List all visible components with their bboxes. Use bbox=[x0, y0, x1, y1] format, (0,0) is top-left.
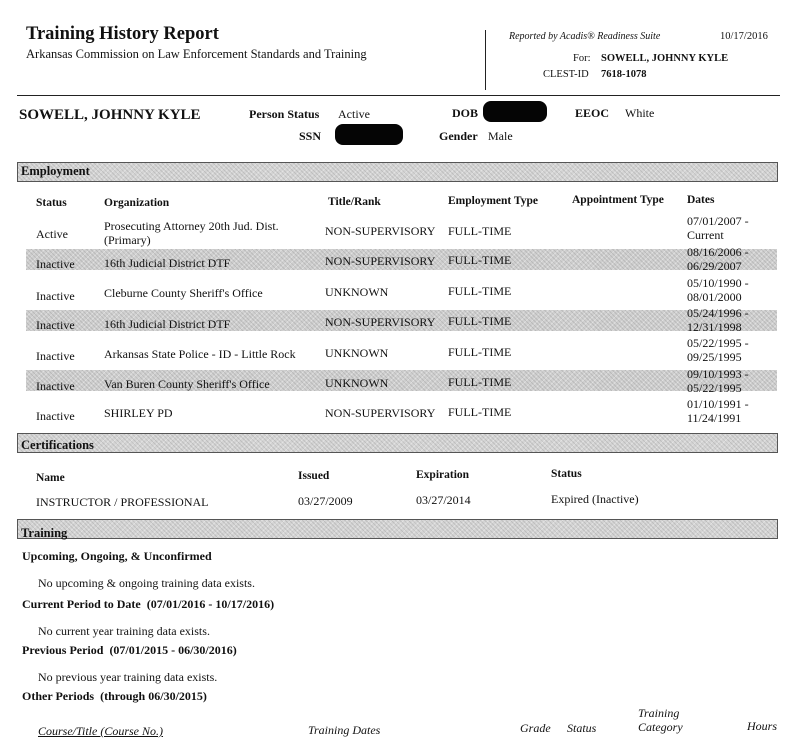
emp-org-sub: (Primary) bbox=[104, 233, 151, 247]
emp-col-organization: Organization bbox=[104, 197, 170, 209]
cert-col-status: Status bbox=[551, 468, 582, 480]
person-status-label: Person Status bbox=[249, 107, 320, 121]
emp-type: FULL-TIME bbox=[448, 405, 512, 419]
training-section-title: Training bbox=[21, 526, 68, 540]
emp-date-start: 05/24/1996 - bbox=[687, 306, 749, 320]
emp-date-start: 05/22/1995 - bbox=[687, 336, 749, 350]
for-value: SOWELL, JOHNNY KYLE bbox=[601, 53, 729, 64]
emp-status: Active bbox=[36, 227, 68, 241]
emp-date-end: 11/24/1991 bbox=[687, 411, 742, 425]
person-status-value: Active bbox=[338, 107, 370, 121]
emp-title: NON-SUPERVISORY bbox=[325, 406, 436, 420]
emp-col-title: Title/Rank bbox=[328, 196, 381, 208]
emp-date-start: 01/10/1991 - bbox=[687, 397, 749, 411]
emp-col-employment-type: Employment Type bbox=[448, 195, 538, 207]
emp-type: FULL-TIME bbox=[448, 314, 512, 328]
employment-section-title: Employment bbox=[21, 164, 90, 178]
emp-org: 16th Judicial District DTF bbox=[104, 317, 231, 331]
emp-col-status: Status bbox=[36, 197, 67, 209]
cert-name: INSTRUCTOR / PROFESSIONAL bbox=[36, 495, 209, 509]
header-rule bbox=[17, 95, 780, 96]
emp-status: Inactive bbox=[36, 349, 75, 363]
emp-type: FULL-TIME bbox=[448, 375, 512, 389]
emp-status: Inactive bbox=[36, 318, 75, 332]
ssn-label: SSN bbox=[299, 129, 322, 143]
emp-org: 16th Judicial District DTF bbox=[104, 256, 231, 270]
agency-name: Arkansas Commission on Law Enforcement Standards and Training bbox=[26, 47, 367, 61]
emp-col-dates: Dates bbox=[687, 194, 715, 206]
emp-org: Van Buren County Sheriff's Office bbox=[104, 377, 270, 391]
eeoc-value: White bbox=[625, 106, 655, 120]
person-name: SOWELL, JOHNNY KYLE bbox=[19, 107, 201, 123]
upcoming-title: Upcoming, Ongoing, & Unconfirmed bbox=[22, 549, 212, 563]
emp-type: FULL-TIME bbox=[448, 224, 512, 238]
emp-date-end: 06/29/2007 bbox=[687, 259, 742, 273]
current-period-text: No current year training data exists. bbox=[38, 624, 210, 638]
emp-org: Cleburne County Sheriff's Office bbox=[104, 286, 263, 300]
report-date: 10/17/2016 bbox=[720, 31, 768, 42]
emp-date-start: 07/01/2007 - bbox=[687, 214, 749, 228]
emp-date-start: 08/16/2006 - bbox=[687, 245, 749, 259]
cert-expiration: 03/27/2014 bbox=[416, 493, 471, 507]
current-period-range: (07/01/2016 - 10/17/2016) bbox=[146, 597, 275, 611]
eeoc-label: EEOC bbox=[575, 106, 610, 120]
train-col-category-bottom: Category bbox=[638, 720, 683, 734]
other-periods-title bbox=[22, 689, 207, 704]
ssn-redaction bbox=[335, 124, 403, 145]
clest-value: 7618-1078 bbox=[601, 69, 647, 80]
for-label: For: bbox=[573, 53, 591, 64]
previous-period-title bbox=[22, 643, 237, 658]
upcoming-text: No upcoming & ongoing training data exists. bbox=[38, 576, 255, 590]
employment-section-header bbox=[17, 162, 778, 182]
previous-period-text: No previous year training data exists. bbox=[38, 670, 218, 684]
emp-title: UNKNOWN bbox=[325, 376, 389, 390]
emp-title: NON-SUPERVISORY bbox=[325, 315, 436, 329]
emp-col-appointment-type: Appointment Type bbox=[572, 194, 664, 206]
emp-date-end: 12/31/1998 bbox=[687, 320, 742, 334]
emp-org: Prosecuting Attorney 20th Jud. Dist. bbox=[104, 219, 279, 233]
emp-title: UNKNOWN bbox=[325, 285, 389, 299]
current-period-title bbox=[22, 597, 274, 612]
other-periods-label: Other Periods bbox=[22, 689, 95, 703]
emp-org: SHIRLEY PD bbox=[104, 406, 173, 420]
train-col-hours: Hours bbox=[747, 719, 778, 733]
emp-title: UNKNOWN bbox=[325, 346, 389, 360]
train-col-status: Status bbox=[567, 721, 597, 735]
emp-status: Inactive bbox=[36, 409, 75, 423]
cert-col-issued: Issued bbox=[298, 470, 330, 482]
emp-status: Inactive bbox=[36, 289, 75, 303]
emp-title: NON-SUPERVISORY bbox=[325, 224, 436, 238]
cert-status: Expired (Inactive) bbox=[551, 492, 639, 506]
certifications-section-title: Certifications bbox=[21, 438, 94, 452]
gender-label: Gender bbox=[439, 129, 478, 143]
dob-label: DOB bbox=[452, 106, 479, 120]
clest-label: CLEST-ID bbox=[543, 69, 589, 80]
train-col-course: Course/Title (Course No.) bbox=[38, 724, 164, 738]
train-col-dates: Training Dates bbox=[308, 723, 381, 737]
reported-by: Reported by Acadis® Readiness Suite bbox=[509, 31, 661, 42]
dob-redaction bbox=[483, 101, 547, 122]
emp-title: NON-SUPERVISORY bbox=[325, 254, 436, 268]
training-section-header bbox=[17, 519, 778, 539]
report-title: Training History Report bbox=[26, 24, 219, 44]
gender-value: Male bbox=[488, 129, 513, 143]
current-period-label: Current Period to Date bbox=[22, 597, 141, 611]
cert-col-name: Name bbox=[36, 472, 65, 484]
emp-type: FULL-TIME bbox=[448, 284, 512, 298]
cert-col-expiration: Expiration bbox=[416, 469, 470, 481]
cert-issued: 03/27/2009 bbox=[298, 494, 353, 508]
emp-date-end: 05/22/1995 bbox=[687, 381, 742, 395]
emp-type: FULL-TIME bbox=[448, 345, 512, 359]
previous-period-label: Previous Period bbox=[22, 643, 104, 657]
emp-date-end: 09/25/1995 bbox=[687, 350, 742, 364]
emp-date-start: 09/10/1993 - bbox=[687, 367, 749, 381]
emp-date-end: Current bbox=[687, 228, 724, 242]
train-col-category-top: Training bbox=[638, 706, 680, 720]
other-periods-range: (through 06/30/2015) bbox=[100, 689, 207, 703]
emp-date-start: 05/10/1990 - bbox=[687, 276, 749, 290]
emp-status: Inactive bbox=[36, 379, 75, 393]
previous-period-range: (07/01/2015 - 06/30/2016) bbox=[109, 643, 237, 657]
certifications-section-header bbox=[17, 433, 778, 453]
emp-date-end: 08/01/2000 bbox=[687, 290, 742, 304]
emp-org: Arkansas State Police - ID - Little Rock bbox=[104, 347, 296, 361]
emp-status: Inactive bbox=[36, 257, 75, 271]
train-col-grade: Grade bbox=[520, 721, 551, 735]
header-divider bbox=[485, 30, 486, 90]
emp-type: FULL-TIME bbox=[448, 253, 512, 267]
